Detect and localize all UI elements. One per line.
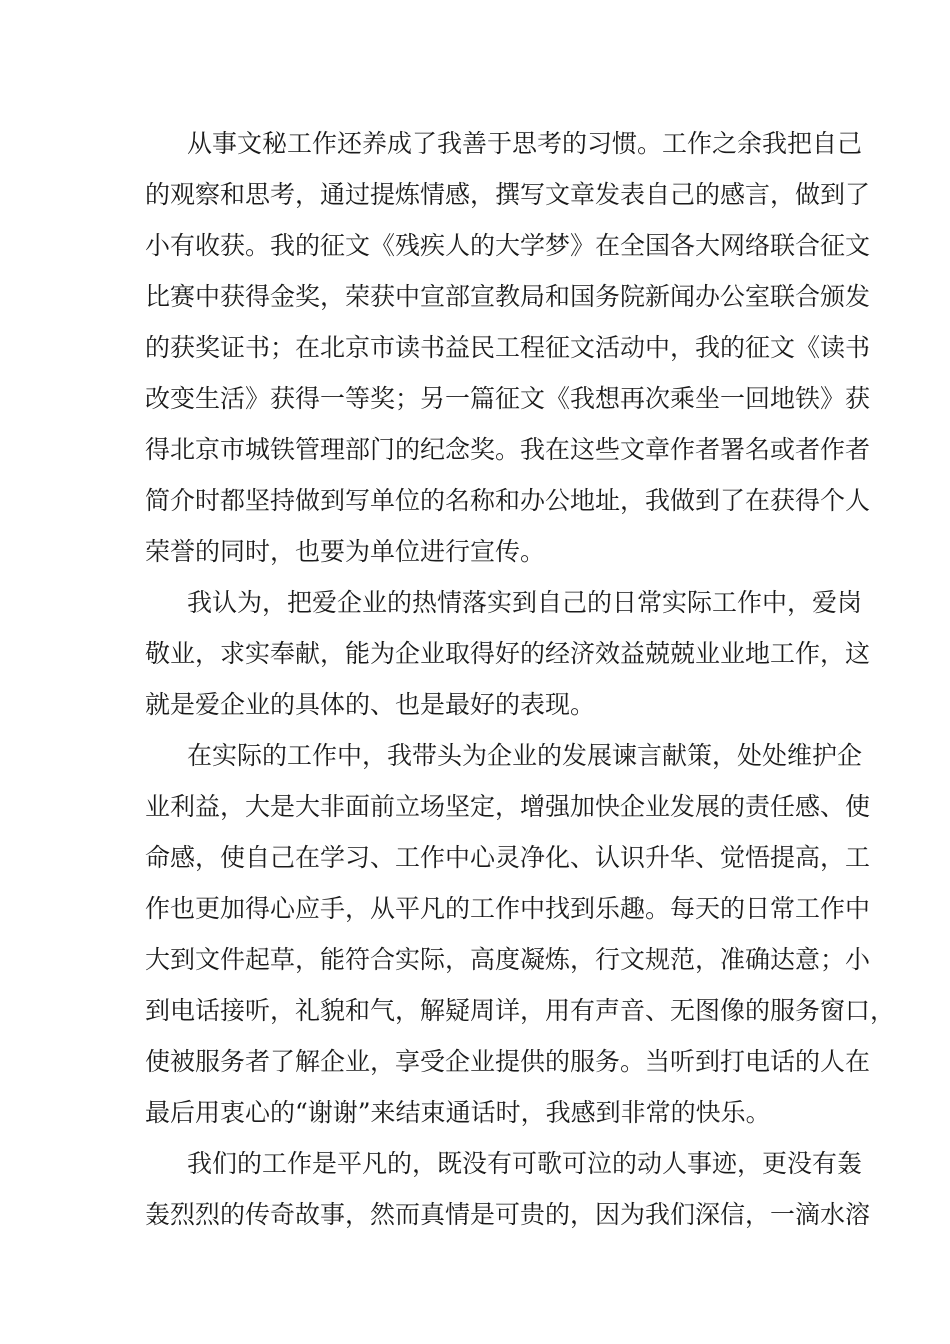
paragraph [145,730,896,1138]
text-line: 敬业，求实奉献，能为企业取得好的经济效益兢兢业业地工作，这 [145,639,871,668]
text-line: 的观察和思考，通过提炼情感，撰写文章发表自己的感言，做到了 [145,180,871,209]
paragraph [145,118,871,577]
text-line: 改变生活》获得一等奖；另一篇征文《我想再次乘坐一回地铁》获 [145,384,871,413]
text-line: 从事文秘工作还养成了我善于思考的习惯。工作之余我把自己 [187,129,863,158]
text-line: 命感，使自己在学习、工作中心灵净化、认识升华、觉悟提高，工 [145,843,871,872]
paragraph [145,577,871,730]
text-line: 荣誉的同时，也要为单位进行宣传。 [145,537,546,566]
text-line: 最后用衷心的“谢谢”来结束通话时，我感到非常的快乐。 [145,1098,771,1127]
text-line: 我们的工作是平凡的，既没有可歌可泣的动人事迹，更没有轰 [187,1149,863,1178]
paragraph [145,1138,871,1240]
text-line: 比赛中获得金奖，荣获中宣部宣教局和国务院新闻办公室联合颁发 [145,282,871,311]
text-line: 大到文件起草，能符合实际，高度凝炼，行文规范，准确达意；小 [145,945,871,974]
text-line: 我认为，把爱企业的热情落实到自己的日常实际工作中，爱岗 [187,588,863,617]
text-line: 轰烈烈的传奇故事，然而真情是可贵的，因为我们深信，一滴水溶 [145,1200,871,1229]
text-line: 作也更加得心应手，从平凡的工作中找到乐趣。每天的日常工作中 [145,894,871,923]
body-text [145,118,896,1240]
text-line: 就是爱企业的具体的、也是最好的表现。 [145,690,596,719]
text-line: 得北京市城铁管理部门的纪念奖。我在这些文章作者署名或者作者 [145,435,871,464]
text-line: 简介时都坚持做到写单位的名称和办公地址，我做到了在获得个人 [145,486,871,515]
text-line: 使被服务者了解企业，享受企业提供的服务。当听到打电话的人在 [145,1047,871,1076]
text-line: 的获奖证书；在北京市读书益民工程征文活动中，我的征文《读书 [145,333,871,362]
text-line: 业利益，大是大非面前立场坚定，增强加快企业发展的责任感、使 [145,792,871,821]
text-line: 在实际的工作中，我带头为企业的发展谏言献策，处处维护企 [187,741,863,770]
text-line: 到电话接听，礼貌和气，解疑周详，用有声音、无图像的服务窗口， [145,996,896,1025]
text-line: 小有收获。我的征文《残疾人的大学梦》在全国各大网络联合征文 [145,231,871,260]
